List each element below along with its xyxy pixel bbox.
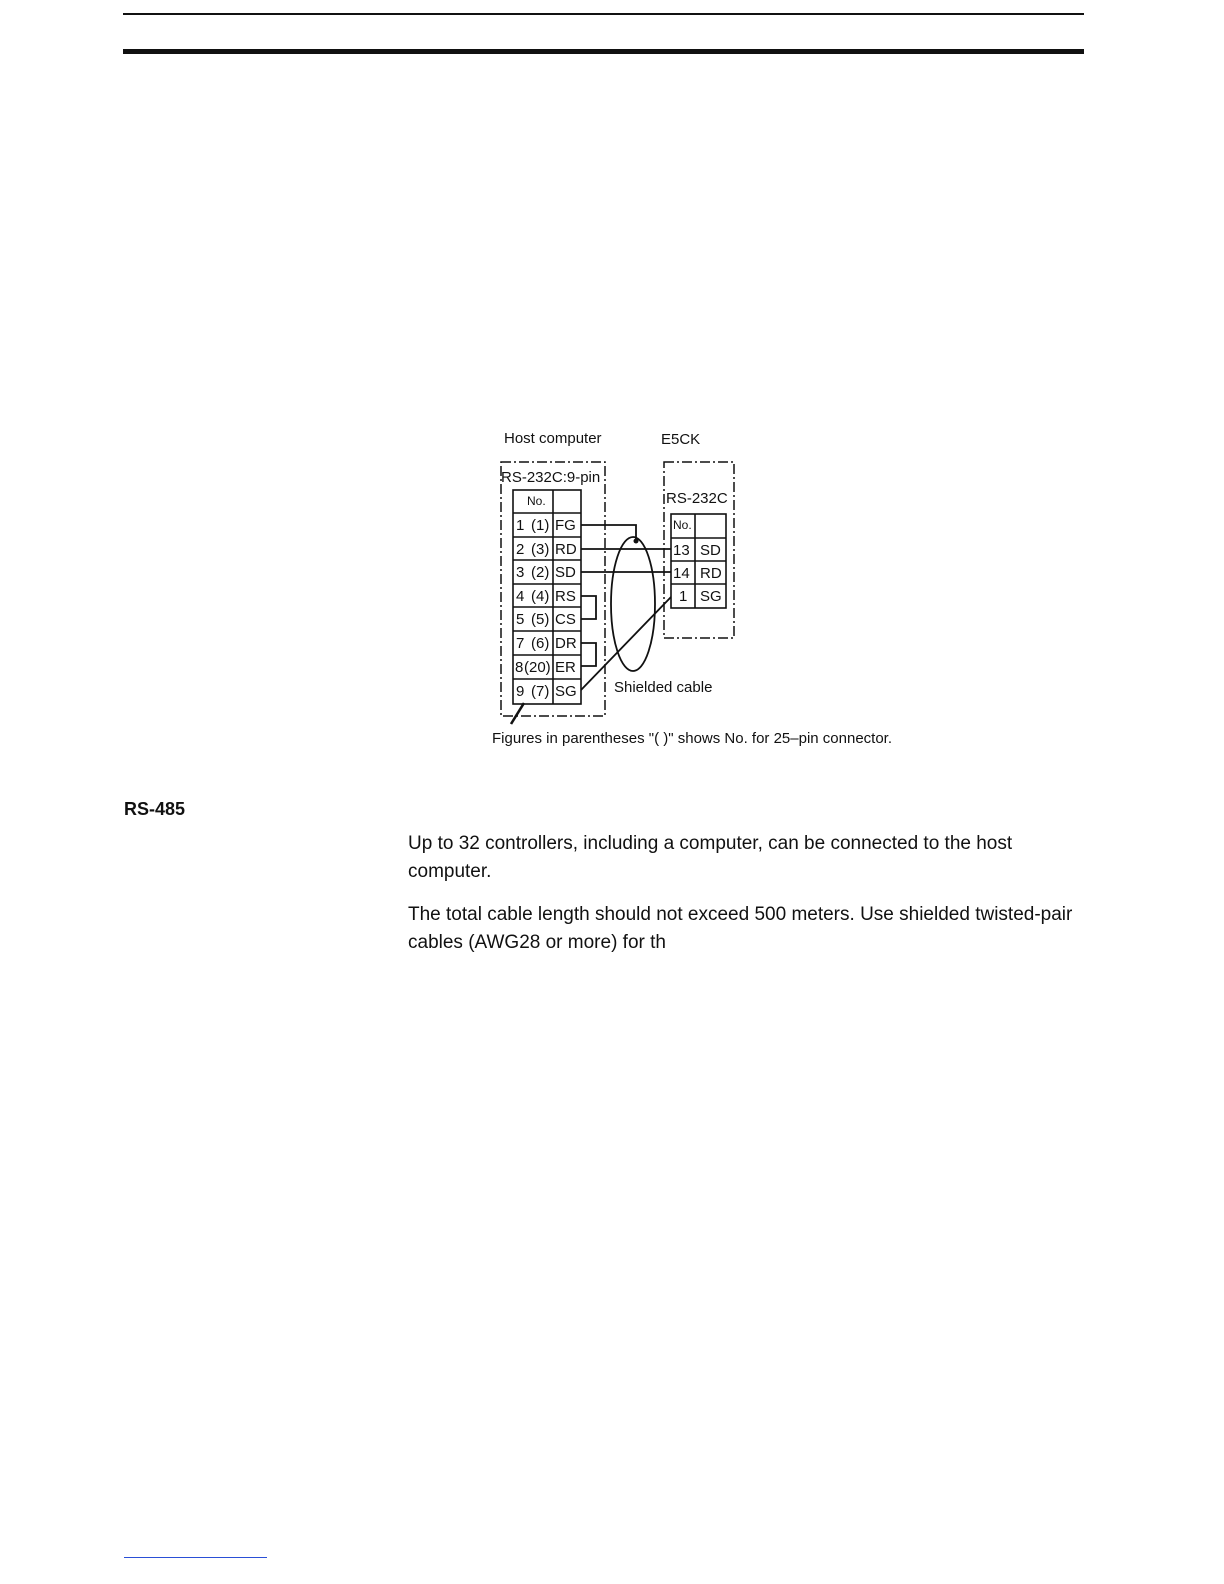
host-pin-signal: RD bbox=[555, 541, 577, 558]
host-pin-alt: (7) bbox=[531, 683, 550, 700]
section-heading-rs485: RS-485 bbox=[124, 799, 186, 819]
host-pin-alt: (3) bbox=[531, 541, 550, 558]
host-pin-signal: DR bbox=[555, 635, 577, 652]
host-pin-rows bbox=[515, 517, 577, 700]
host-pin-signal: SG bbox=[555, 683, 577, 700]
rs-cs-jumper bbox=[581, 596, 596, 619]
host-pin-signal: FG bbox=[555, 517, 576, 534]
host-pin-signal: CS bbox=[555, 611, 576, 628]
host-pin-signal: RS bbox=[555, 588, 576, 605]
host-pin-signal: ER bbox=[555, 659, 576, 676]
device-pin-no: 1 bbox=[679, 588, 688, 605]
ground-tick bbox=[511, 703, 524, 724]
shielded-cable-label: Shielded cable bbox=[614, 679, 713, 696]
device-no-header: No. bbox=[673, 518, 692, 532]
footer-link-underline[interactable] bbox=[124, 1557, 267, 1558]
diagram-caption: Figures in parentheses "( )" shows No. for 25–pin connector. bbox=[492, 730, 893, 747]
host-pin-no: 5 bbox=[516, 611, 525, 628]
device-pin-signal: SD bbox=[700, 542, 721, 559]
host-pin-no: 4 bbox=[516, 588, 525, 605]
shield-ellipse bbox=[611, 537, 655, 671]
host-pin-no: 3 bbox=[516, 564, 525, 581]
device-pin-signal: SG bbox=[700, 588, 722, 605]
host-pin-no: 8 bbox=[515, 659, 524, 676]
device-connector-label: RS-232C bbox=[666, 490, 728, 507]
host-pin-alt: (1) bbox=[531, 517, 550, 534]
device-pin-no: 14 bbox=[673, 565, 690, 582]
host-pin-alt: (5) bbox=[531, 611, 550, 628]
host-pin-alt: (6) bbox=[531, 635, 550, 652]
body-paragraph-1: Up to 32 controllers, including a computer, can be connected to the host computer. bbox=[408, 833, 1013, 882]
host-pin-no: 7 bbox=[516, 635, 525, 652]
host-no-header: No. bbox=[527, 494, 546, 508]
host-pin-no: 2 bbox=[516, 541, 525, 558]
body-paragraph-2: The total cable length should not exceed 500 meters. Use shielded twisted-pair cables (AWG28 or more) for th bbox=[408, 904, 1073, 953]
device-pin-no: 13 bbox=[673, 542, 690, 559]
host-connector-label: RS-232C:9-pin bbox=[501, 469, 601, 486]
device-pin-signal: RD bbox=[700, 565, 722, 582]
device-pin-rows bbox=[673, 542, 722, 605]
host-computer-label: Host computer bbox=[504, 430, 602, 447]
host-pin-no: 9 bbox=[516, 683, 525, 700]
host-pin-alt: (2) bbox=[531, 564, 550, 581]
host-pin-signal: SD bbox=[555, 564, 576, 581]
host-pin-alt: (4) bbox=[531, 588, 550, 605]
host-pin-alt: (20) bbox=[524, 659, 551, 676]
shield-junction-dot bbox=[634, 539, 639, 544]
dr-er-jumper bbox=[581, 643, 596, 666]
host-pin-no: 1 bbox=[516, 517, 525, 534]
device-label: E5CK bbox=[661, 431, 701, 448]
